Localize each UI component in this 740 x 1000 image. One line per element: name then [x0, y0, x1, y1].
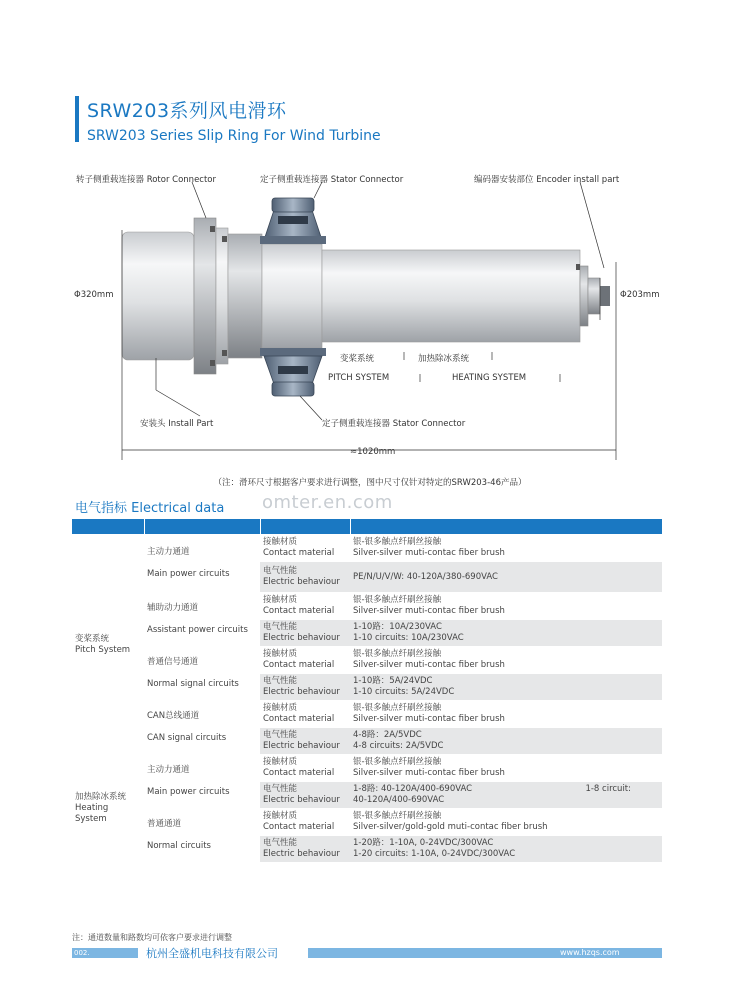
circuit-can-signal: CAN总线通道 CAN signal circuits: [144, 701, 260, 755]
value-electric-behaviour: PE/N/U/V/W: 40-120A/380-690VAC: [350, 562, 662, 593]
label-heating-cn: 加热除冰系统: [418, 354, 470, 364]
value-electric-behaviour: 1-20路：1-10A, 0-24VDC/300VAC 1-20 circuits: 1-10A, 0-24VDC/300VAC: [350, 836, 662, 863]
label-heating-en: HEATING SYSTEM: [452, 373, 527, 383]
table-row: [72, 701, 662, 728]
key-contact-material: 接触材质 Contact material: [260, 535, 350, 562]
rotor-flange: [194, 218, 216, 374]
circuit-assistant-power: 辅助动力通道 Assistant power circuits: [144, 593, 260, 647]
label-encoder: 编码器安装部位 Encoder install part: [474, 175, 620, 185]
value-electric-behaviour: 1-10路：10A/230VAC 1-10 circuits: 10A/230VAC: [350, 620, 662, 647]
label-install-part: 安装头 Install Part: [140, 419, 214, 429]
circuit-main-power: 主动力通道 Main power circuits: [144, 755, 260, 809]
dim-diameter-left: Φ320mm: [74, 290, 114, 300]
dim-length: ≈1020mm: [350, 447, 396, 457]
label-pitch-en: PITCH SYSTEM: [328, 373, 390, 383]
circuit-normal-signal: 普通信号通道 Normal signal circuits: [144, 647, 260, 701]
label-stator-connector-top: 定子侧重载连接器 Stator Connector: [260, 175, 404, 185]
stator-housing: [262, 244, 322, 348]
key-contact-material: 接触材质 Contact material: [260, 809, 350, 836]
value-contact-material: 银-银多触点纤刷丝接触 Silver-silver muti-contac fiber brush: [350, 535, 662, 562]
dim-diameter-right: Φ203mm: [620, 290, 660, 300]
group-pitch-system: 变桨系统 Pitch System: [72, 535, 144, 755]
install-head: [122, 232, 194, 360]
footnote: 注：通道数量和路数均可依客户要求进行调整: [72, 933, 232, 942]
website-link[interactable]: www.hzqs.com: [560, 948, 620, 957]
label-stator-connector-bottom: 定子侧重载连接器 Stator Connector: [322, 419, 466, 429]
page-title-cn: SRW203系列风电滑环: [87, 100, 287, 122]
key-contact-material: 接触材质 Contact material: [260, 647, 350, 674]
value-electric-behaviour: 1-10路：5A/24VDC 1-10 circuits: 5A/24VDC: [350, 674, 662, 701]
key-electric-behaviour: 电气性能 Electric behaviour: [260, 562, 350, 593]
main-body: [322, 250, 580, 342]
value-contact-material: 银-银多触点纤刷丝接触 Silver-silver/gold-gold muti-contac fiber brush: [350, 809, 662, 836]
value-electric-behaviour: 4-8路：2A/5VDC 4-8 circuits: 2A/5VDC: [350, 728, 662, 755]
watermark: omter.en.com: [262, 492, 393, 513]
value-contact-material: 银-银多触点纤刷丝接触 Silver-silver muti-contac fiber brush: [350, 701, 662, 728]
table-row: [72, 535, 662, 562]
page-number: 002.: [74, 949, 90, 957]
page-title-en: SRW203 Series Slip Ring For Wind Turbine: [87, 128, 381, 144]
stator-connector-bottom: [260, 348, 326, 396]
key-electric-behaviour: 电气性能 Electric behaviour: [260, 620, 350, 647]
key-electric-behaviour: 电气性能 Electric behaviour: [260, 728, 350, 755]
encoder-part: [588, 278, 600, 314]
table-row: [72, 647, 662, 674]
key-contact-material: 接触材质 Contact material: [260, 593, 350, 620]
circuit-main-power: 主动力通道 Main power circuits: [144, 535, 260, 593]
table-row: [72, 593, 662, 620]
label-rotor-connector: 转子侧重载连接器 Rotor Connector: [76, 175, 216, 185]
circuit-normal: 普通通道 Normal circuits: [144, 809, 260, 863]
key-electric-behaviour: 电气性能 Electric behaviour: [260, 782, 350, 809]
table-row: [72, 809, 662, 836]
value-contact-material: 银-银多触点纤刷丝接触 Silver-silver muti-contac fiber brush: [350, 593, 662, 620]
value-contact-material: 银-银多触点纤刷丝接触 Silver-silver muti-contac fiber brush: [350, 647, 662, 674]
key-contact-material: 接触材质 Contact material: [260, 755, 350, 782]
key-electric-behaviour: 电气性能 Electric behaviour: [260, 836, 350, 863]
stator-connector-top: [260, 198, 326, 244]
value-electric-behaviour: 1-8路: 40-120A/400-690VAC 1-8 circuit: 40-120A/400-690VAC: [350, 782, 662, 809]
group-heating-system: 加热除冰系统 Heating System: [72, 755, 144, 863]
table-row: [72, 755, 662, 782]
value-contact-material: 银-银多触点纤刷丝接触 Silver-silver muti-contac fiber brush: [350, 755, 662, 782]
key-electric-behaviour: 电气性能 Electric behaviour: [260, 674, 350, 701]
title-accent-bar: [75, 96, 79, 142]
electrical-data-table: [72, 519, 663, 863]
key-contact-material: 接触材质 Contact material: [260, 701, 350, 728]
label-pitch-cn: 变桨系统: [340, 354, 375, 364]
section-title: 电气指标 Electrical data: [75, 501, 225, 516]
drawing-note: （注：滑环尺寸根据客户要求进行调整，图中尺寸仅针对特定的SRW203-46产品）: [213, 478, 527, 488]
company-name: 杭州全盛机电科技有限公司: [146, 947, 278, 960]
table-header: [72, 519, 662, 535]
